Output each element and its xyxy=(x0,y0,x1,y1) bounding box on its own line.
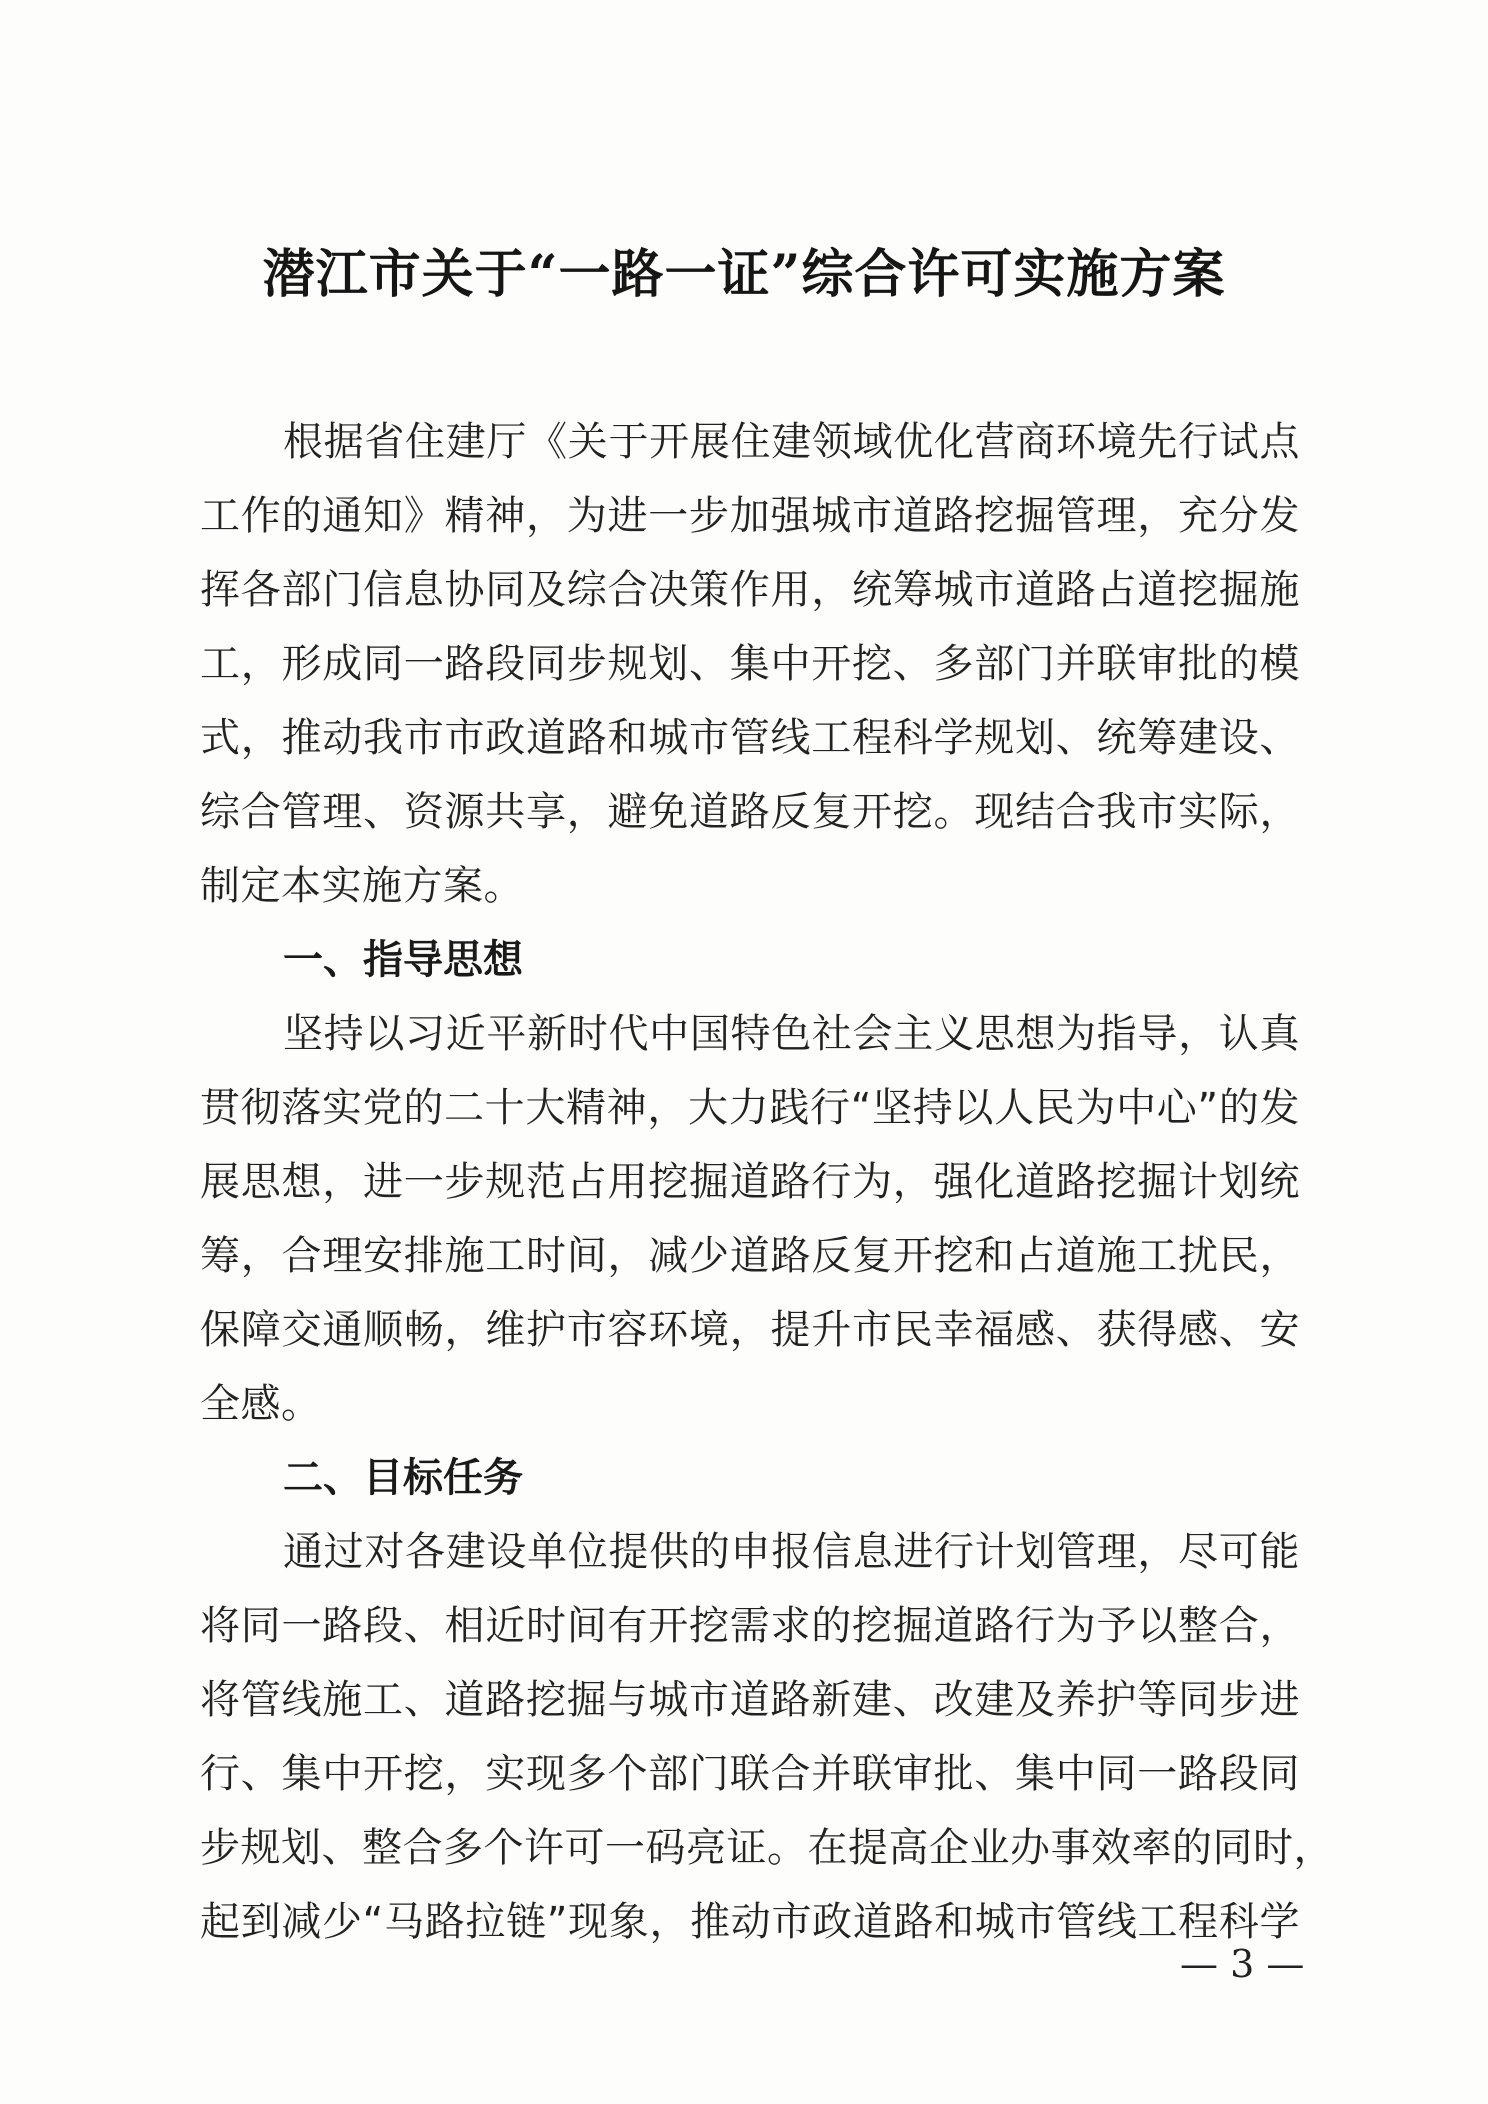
section1-line-5: 保障交通顺畅，维护市容环境，提升市民幸福感、获得感、安 xyxy=(200,1307,1300,1353)
section2-line-2: 将同一路段、相近时间有开挖需求的挖掘道路行为予以整合， xyxy=(200,1603,1300,1649)
section-heading-goals-tasks: 二、目标任务 xyxy=(283,1455,523,1501)
section2-line-6: 起到减少“马路拉链”现象，推动市政道路和城市管线工程科学 xyxy=(200,1899,1300,1945)
section1-line-6: 全感。 xyxy=(200,1381,322,1427)
intro-line-2: 工作的通知》精神，为进一步加强城市道路挖掘管理，充分发 xyxy=(200,493,1300,539)
section1-line-4: 筹，合理安排施工时间，减少道路反复开挖和占道施工扰民， xyxy=(200,1233,1300,1279)
section1-line-2: 贯彻落实党的二十大精神，大力践行“坚持以人民为中心”的发 xyxy=(200,1085,1300,1131)
section2-line-3: 将管线施工、道路挖掘与城市道路新建、改建及养护等同步进 xyxy=(200,1677,1300,1723)
page-number: — 3 — xyxy=(1180,1942,1305,1986)
section2-line-5: 步规划、整合多个许可一码亮证。在提高企业办事效率的同时， xyxy=(200,1825,1334,1871)
section1-line-1: 坚持以习近平新时代中国特色社会主义思想为指导，认真 xyxy=(283,1011,1300,1057)
section2-line-4: 行、集中开挖，实现多个部门联合并联审批、集中同一路段同 xyxy=(200,1751,1300,1797)
section2-line-1: 通过对各建设单位提供的申报信息进行计划管理，尽可能 xyxy=(283,1529,1300,1575)
document-title: 潜江市关于“一路一证”综合许可实施方案 xyxy=(262,244,1226,305)
section1-line-3: 展思想，进一步规范占用挖掘道路行为，强化道路挖掘计划统 xyxy=(200,1159,1300,1205)
section-heading-guiding-thought: 一、指导思想 xyxy=(283,937,523,983)
intro-line-5: 式，推动我市市政道路和城市管线工程科学规划、统筹建设、 xyxy=(200,715,1300,761)
intro-line-3: 挥各部门信息协同及综合决策作用，统筹城市道路占道挖掘施 xyxy=(200,567,1300,613)
intro-line-4: 工，形成同一路段同步规划、集中开挖、多部门并联审批的模 xyxy=(200,641,1300,687)
intro-line-6: 综合管理、资源共享，避免道路反复开挖。现结合我市实际， xyxy=(200,789,1300,835)
intro-line-1: 根据省住建厅《关于开展住建领域优化营商环境先行试点 xyxy=(283,419,1300,465)
intro-line-7: 制定本实施方案。 xyxy=(200,863,524,909)
